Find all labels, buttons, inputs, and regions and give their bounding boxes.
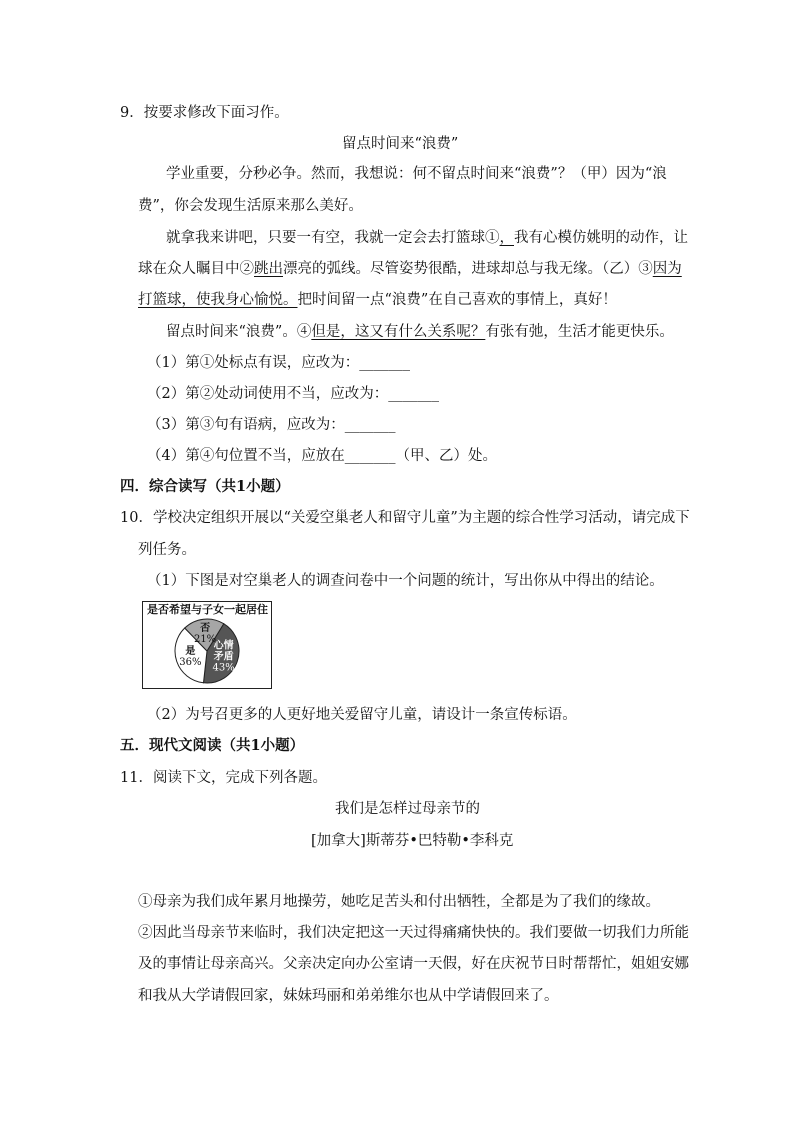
essay-paragraph-1-line-2: 费”，你会发现生活原来那么美好。: [138, 198, 363, 214]
article-paragraph-2-line-2: 及的事情让母亲高兴。父亲决定向办公室请一天假，好在庆祝节日时帮帮忙，姐姐安娜: [138, 956, 689, 972]
section-5-heading: 五．现代文阅读（共1小题）: [120, 737, 305, 754]
q10-stem-line-2: 列任务。: [138, 542, 196, 558]
q10-stem-line-1: 10．学校决定组织开展以“关爱空巢老人和留守儿童”为主题的综合性学习活动，请完成下: [120, 510, 690, 526]
pie-label-2-0: 否: [200, 623, 211, 635]
q9-stem: 9．按要求修改下面习作。: [120, 105, 289, 121]
q11-stem: 11．阅读下文，完成下列各题。: [120, 770, 327, 786]
pie-chart-canvas: [143, 602, 271, 688]
q10-sub-question-1: （1）下图是对空巢老人的调查问卷中一个问题的统计，写出你从中得出的结论。: [147, 573, 664, 589]
circled-number-3: ③: [638, 261, 653, 277]
pie-label-0-1: 矛盾: [213, 651, 234, 663]
pie-label-1-0: 是: [185, 646, 196, 658]
survey-pie-chart: [142, 601, 272, 689]
article-paragraph-2-line-1: ②因此当母亲节来临时，我们决定把这一天过得痛痛快快的。我们要做一切我们力所能: [138, 925, 689, 941]
underlined-sentence-start: 因为: [652, 261, 682, 277]
essay-paragraph-2-line-2: [138, 259, 682, 279]
q9-sub-question-1: （1）第①处标点有误，应改为：_______: [147, 355, 410, 371]
essay-title: 留点时间来“浪费”: [342, 136, 459, 152]
q9-sub-question-2: （2）第②处动词使用不当，应改为：_______: [147, 386, 439, 402]
q10-sub-question-2: （2）为号召更多的人更好地关爱留守儿童，请设计一条宣传标语。: [147, 707, 577, 723]
q9-sub-question-3: （3）第③句有语病，应改为：_______: [147, 417, 396, 433]
essay-text: 把时间留一点“浪费”在自己喜欢的事情上，真好！: [297, 292, 617, 308]
essay-paragraph-2-line-1: [166, 228, 688, 248]
q9-sub-question-4: （4）第④句位置不当，应放在_______（甲、乙）处。: [147, 448, 497, 464]
pie-label-0-0: 心情: [213, 640, 234, 652]
circled-number-4: ④: [296, 324, 312, 340]
underlined-punctuation: ，: [499, 230, 514, 246]
pie-label-2-1: 21%: [193, 634, 217, 646]
article-title: 我们是怎样过母亲节的: [335, 801, 480, 817]
section-4-heading: 四．综合读写（共1小题）: [120, 478, 290, 495]
essay-text: 就拿我来讲吧，只要一有空，我就一定会去打篮球: [166, 230, 485, 246]
circled-number-1: ①: [485, 230, 500, 246]
article-paragraph-2-line-3: 和我从大学请假回家，妹妹玛丽和弟弟维尔也从中学请假回来了。: [138, 988, 559, 1004]
essay-paragraph-3: [166, 322, 674, 342]
essay-paragraph-1-line-1: 学业重要，分秒必争。然而，我想说：何不留点时间来“浪费”？（甲）因为“浪: [166, 166, 667, 182]
essay-text: 球在众人瞩目中: [138, 261, 240, 277]
essay-text: 留点时间来“浪费”。: [166, 324, 297, 340]
article-author: [加拿大]斯蒂芬•巴特勒•李科克: [311, 833, 514, 849]
underlined-verb: 跳出: [254, 261, 283, 277]
underlined-sentence: 打篮球，使我身心愉悦。: [138, 292, 298, 308]
underlined-sentence: 但是，这又有什么关系呢？: [311, 324, 486, 340]
chart-title: 是否希望与子女一起居住: [147, 603, 268, 616]
essay-text: 有张有弛，生活才能更快乐。: [485, 324, 674, 340]
pie-label-1-1: 36%: [179, 657, 202, 669]
pie-label-0-2: 43%: [212, 662, 235, 674]
essay-paragraph-2-line-3: [138, 290, 617, 310]
article-paragraph-1: ①母亲为我们成年累月地操劳，她吃足苦头和付出牺牲，全都是为了我们的缘故。: [138, 894, 660, 910]
essay-text: 漂亮的弧线。尽管姿势很酷，进球却总与我无缘。（乙）: [283, 261, 639, 277]
circled-number-2: ②: [239, 261, 254, 277]
essay-text: 我有心模仿姚明的动作，让: [514, 230, 688, 246]
